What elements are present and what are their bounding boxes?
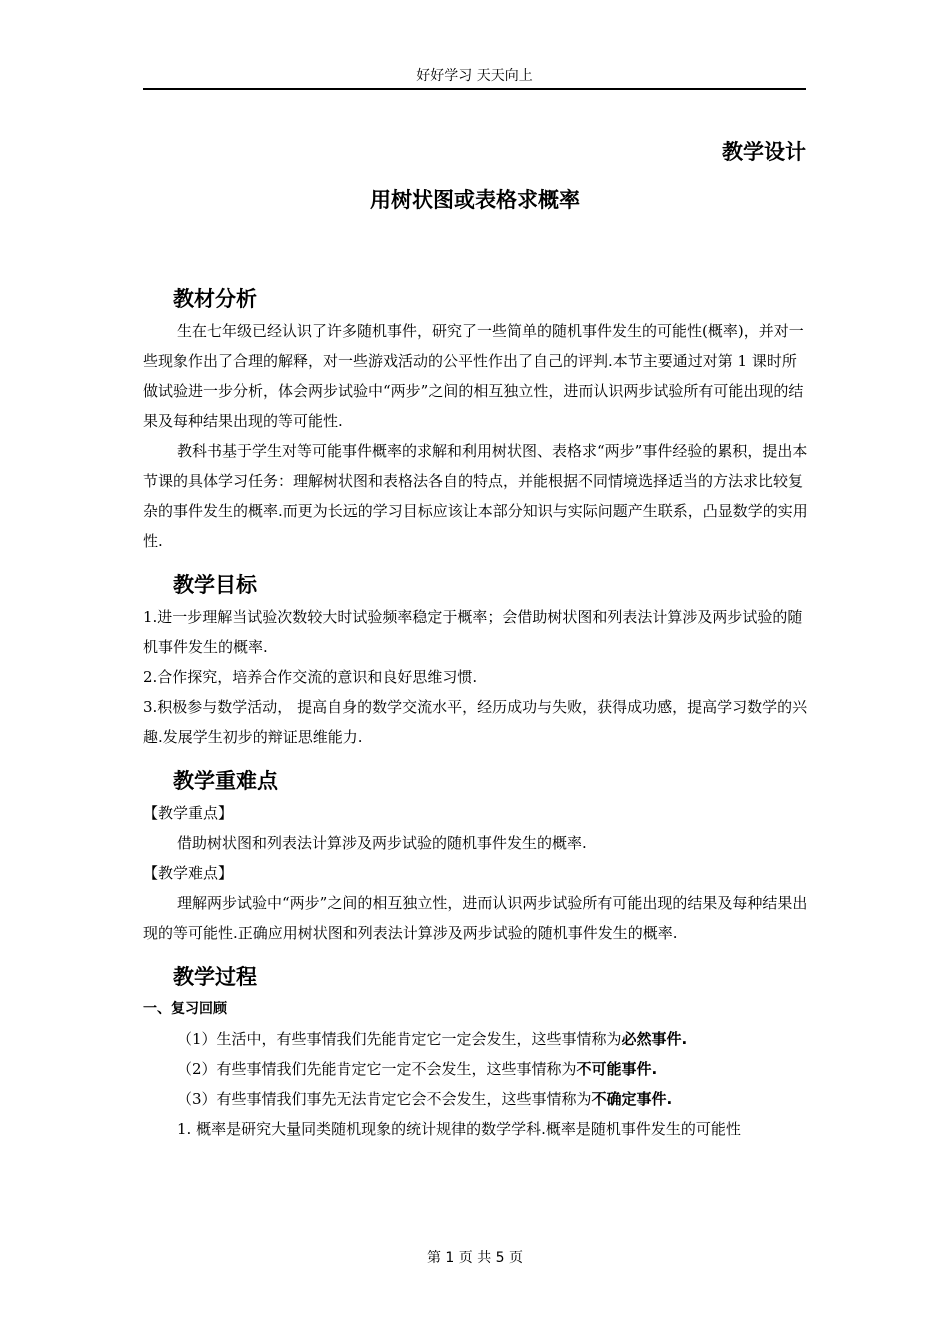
section-heading-goals: 教学目标 <box>173 573 257 597</box>
review-item-3-text: （3）有些事情我们事先无法肯定它会不会发生，这些事情称为 <box>177 1090 592 1108</box>
page-footer: 第 1 页 共 5 页 <box>426 1250 524 1266</box>
analysis-paragraph-2: 教科书基于学生对等可能事件概率的求解和利用树状图、表格求“两步”事件经验的累积，提出本节课的具体学习任务：理解树状图和表格法各自的特点，并能根据不同情境选择适当的方法求比较复杂的事件发生的概率.而更为长远的学习目标应该让本部分知识与实际问题产生联系，凸显数学的实用性. <box>143 442 808 550</box>
document-body <box>143 282 808 1144</box>
section-heading-process: 教学过程 <box>173 965 257 989</box>
focus-label: 【教学重点】 <box>143 804 234 822</box>
term-impossible-event: 不可能事件. <box>576 1060 658 1078</box>
review-item-3 <box>143 1084 808 1114</box>
section-heading-keypoints: 教学重难点 <box>173 769 278 793</box>
probability-definition: 1. 概率是研究大量同类随机现象的统计规律的数学学科.概率是随机事件发生的可能性 <box>177 1120 741 1138</box>
term-certain-event: 必然事件. <box>621 1030 688 1048</box>
page-header: 好好学习 天天向上 <box>416 68 533 84</box>
review-item-2-text: （2）有些事情我们先能肯定它一定不会发生，这些事情称为 <box>177 1060 577 1078</box>
review-subheading: 一、复习回顾 <box>143 1001 227 1017</box>
analysis-paragraph-1: 生在七年级已经认识了许多随机事件，研究了一些简单的随机事件发生的可能性(概率)，并对一些现象作出了合理的解释，对一些游戏活动的公平性作出了自己的评判.本节主要通过对第 1 课时所做试验进一步分析，体会两步试验中“两步”之间的相互独立性，进而认识两步试验所有可能出现的结果及每种结果出现的等可能性. <box>143 322 804 430</box>
goal-item-1: 1.进一步理解当试验次数较大时试验频率稳定于概率；会借助树状图和列表法计算涉及两步试验的随机事件发生的概率. <box>143 608 803 656</box>
review-item-2 <box>143 1054 808 1084</box>
goal-item-3: 3.积极参与数学活动， 提高自身的数学交流水平，经历成功与失败，获得成功感，提高学习数学的兴趣.发展学生初步的辩证思维能力. <box>143 698 808 746</box>
difficulty-text: 理解两步试验中“两步”之间的相互独立性，进而认识两步试验所有可能出现的结果及每种结果出现的等可能性.正确应用树状图和列表法计算涉及两步试验的随机事件发生的概率. <box>143 894 808 942</box>
header-rule <box>143 88 806 90</box>
review-item-1-text: （1）生活中，有些事情我们先能肯定它一定会发生，这些事情称为 <box>177 1030 622 1048</box>
document-kind: 教学设计 <box>722 140 806 164</box>
goal-item-2: 2.合作探究，培养合作交流的意识和良好思维习惯. <box>143 668 478 686</box>
section-heading-analysis: 教材分析 <box>173 287 257 311</box>
term-uncertain-event: 不确定事件. <box>591 1090 673 1108</box>
review-item-1 <box>143 1024 808 1054</box>
difficulty-label: 【教学难点】 <box>143 864 234 882</box>
focus-text: 借助树状图和列表法计算涉及两步试验的随机事件发生的概率. <box>177 834 587 852</box>
document-title: 用树状图或表格求概率 <box>370 188 580 212</box>
